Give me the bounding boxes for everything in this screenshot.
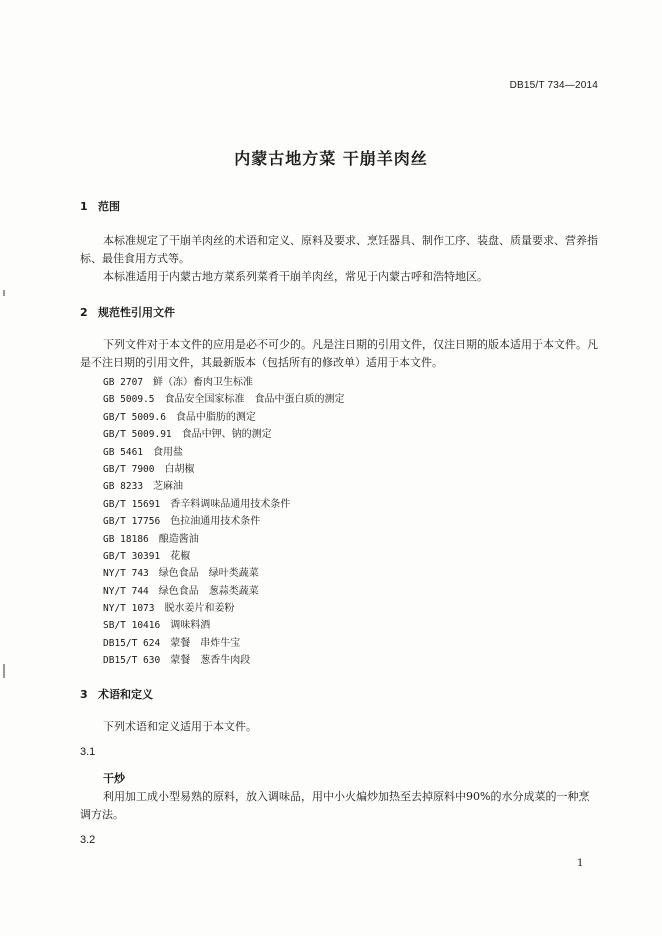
- page-number: 1: [577, 858, 584, 869]
- reference-name: 调味料酒: [170, 620, 211, 632]
- document-code: DB15/T 734—2014: [509, 80, 598, 91]
- reference-name: 色拉油通用技术条件: [170, 516, 261, 528]
- section-title: 术语和定义: [98, 688, 153, 701]
- list-item: [103, 583, 344, 600]
- list-item: [103, 409, 344, 426]
- list-item: [103, 478, 344, 495]
- list-item: [103, 426, 344, 443]
- section-number: 3: [80, 688, 88, 701]
- list-item: [103, 391, 344, 408]
- list-item: [103, 444, 344, 461]
- section-number: 1: [80, 200, 88, 213]
- reference-code: GB 5461: [103, 446, 144, 458]
- paragraph: 本标准适用于内蒙古地方菜系列菜肴干崩羊肉丝，常见于内蒙古呼和浩特地区。: [103, 270, 488, 283]
- page-title: 内蒙古地方菜 干崩羊肉丝: [234, 149, 428, 168]
- list-item: [103, 461, 344, 478]
- paragraph: 下列术语和定义适用于本文件。: [103, 720, 257, 733]
- reference-name: 脱水姜片和姜粉: [164, 603, 235, 615]
- reference-name: 食用盐: [153, 446, 184, 458]
- list-item: [103, 652, 344, 669]
- list-item: [103, 496, 344, 513]
- reference-code: NY/T 744: [103, 585, 149, 597]
- reference-name: 食品安全国家标准 食品中蛋白质的测定: [164, 394, 345, 406]
- reference-name: 食品中钾、钠的测定: [181, 429, 272, 441]
- section-title: 规范性引用文件: [98, 306, 175, 319]
- reference-name: 绿色食品 葱蒜类蔬菜: [158, 585, 259, 597]
- reference-code: SB/T 10416: [103, 620, 161, 632]
- reference-code: NY/T 1073: [103, 603, 155, 615]
- paragraph: 本标准规定了干崩羊肉丝的术语和定义、原料及要求、烹饪器具、制作工序、装盘、质量要求、营养指标、最佳食用方式等。: [80, 234, 598, 265]
- term-name: 干炒: [103, 772, 125, 785]
- section-title: 范围: [98, 200, 120, 213]
- reference-code: DB15/T 624: [103, 637, 161, 649]
- list-item: [103, 600, 344, 617]
- reference-name: 白胡椒: [164, 463, 195, 475]
- reference-name: 酿造酱油: [158, 533, 199, 545]
- paragraph: 下列文件对于本文件的应用是必不可少的。凡是注日期的引用文件，仅注日期的版本适用于本文件。凡是不注日期的引用文件，其最新版本（包括所有的修改单）适用于本文件。: [80, 338, 598, 369]
- reference-code: GB/T 5009.91: [103, 429, 172, 441]
- scan-mark: [3, 664, 5, 678]
- reference-name: 食品中脂肪的测定: [175, 411, 256, 423]
- reference-name: 蒙餐 串炸牛宝: [170, 637, 241, 649]
- term-definition: 利用加工成小型易熟的原料，放入调味品，用中小火煸炒加热至去掉原料中90%的水分成菜的一种烹调方法。: [80, 790, 590, 821]
- list-item: [103, 531, 344, 548]
- reference-name: 芝麻油: [153, 481, 184, 493]
- reference-code: GB/T 17756: [103, 516, 161, 528]
- term-number: 3.2: [80, 834, 96, 846]
- reference-name: 蒙餐 葱香牛肉段: [170, 655, 251, 667]
- list-item: [103, 374, 344, 391]
- section-number: 2: [80, 306, 88, 319]
- reference-code: DB15/T 630: [103, 655, 161, 667]
- list-item: [103, 565, 344, 582]
- list-item: [103, 513, 344, 530]
- reference-code: NY/T 743: [103, 568, 149, 580]
- reference-name: 绿色食品 绿叶类蔬菜: [158, 568, 259, 580]
- reference-code: GB 2707: [103, 377, 144, 388]
- reference-code: GB/T 5009.6: [103, 411, 166, 423]
- section-heading-terms-and-definitions: [80, 686, 153, 702]
- list-item: [103, 548, 344, 565]
- reference-code: GB/T 7900: [103, 463, 155, 475]
- section-heading-scope: [80, 198, 120, 214]
- reference-code: GB 18186: [103, 533, 149, 545]
- reference-list: [103, 374, 344, 670]
- list-item: [103, 617, 344, 634]
- section-heading-normative-references: [80, 304, 175, 320]
- reference-code: GB/T 30391: [103, 550, 161, 562]
- reference-name: 鲜（冻）畜肉卫生标准: [153, 377, 254, 388]
- reference-code: GB 5009.5: [103, 394, 155, 406]
- term-number: 3.1: [80, 746, 96, 758]
- list-item: [103, 635, 344, 652]
- reference-code: GB 8233: [103, 481, 144, 493]
- scan-mark: [3, 290, 5, 296]
- reference-name: 花椒: [170, 550, 191, 562]
- reference-name: 香辛料调味品通用技术条件: [170, 498, 291, 510]
- reference-code: GB/T 15691: [103, 498, 161, 510]
